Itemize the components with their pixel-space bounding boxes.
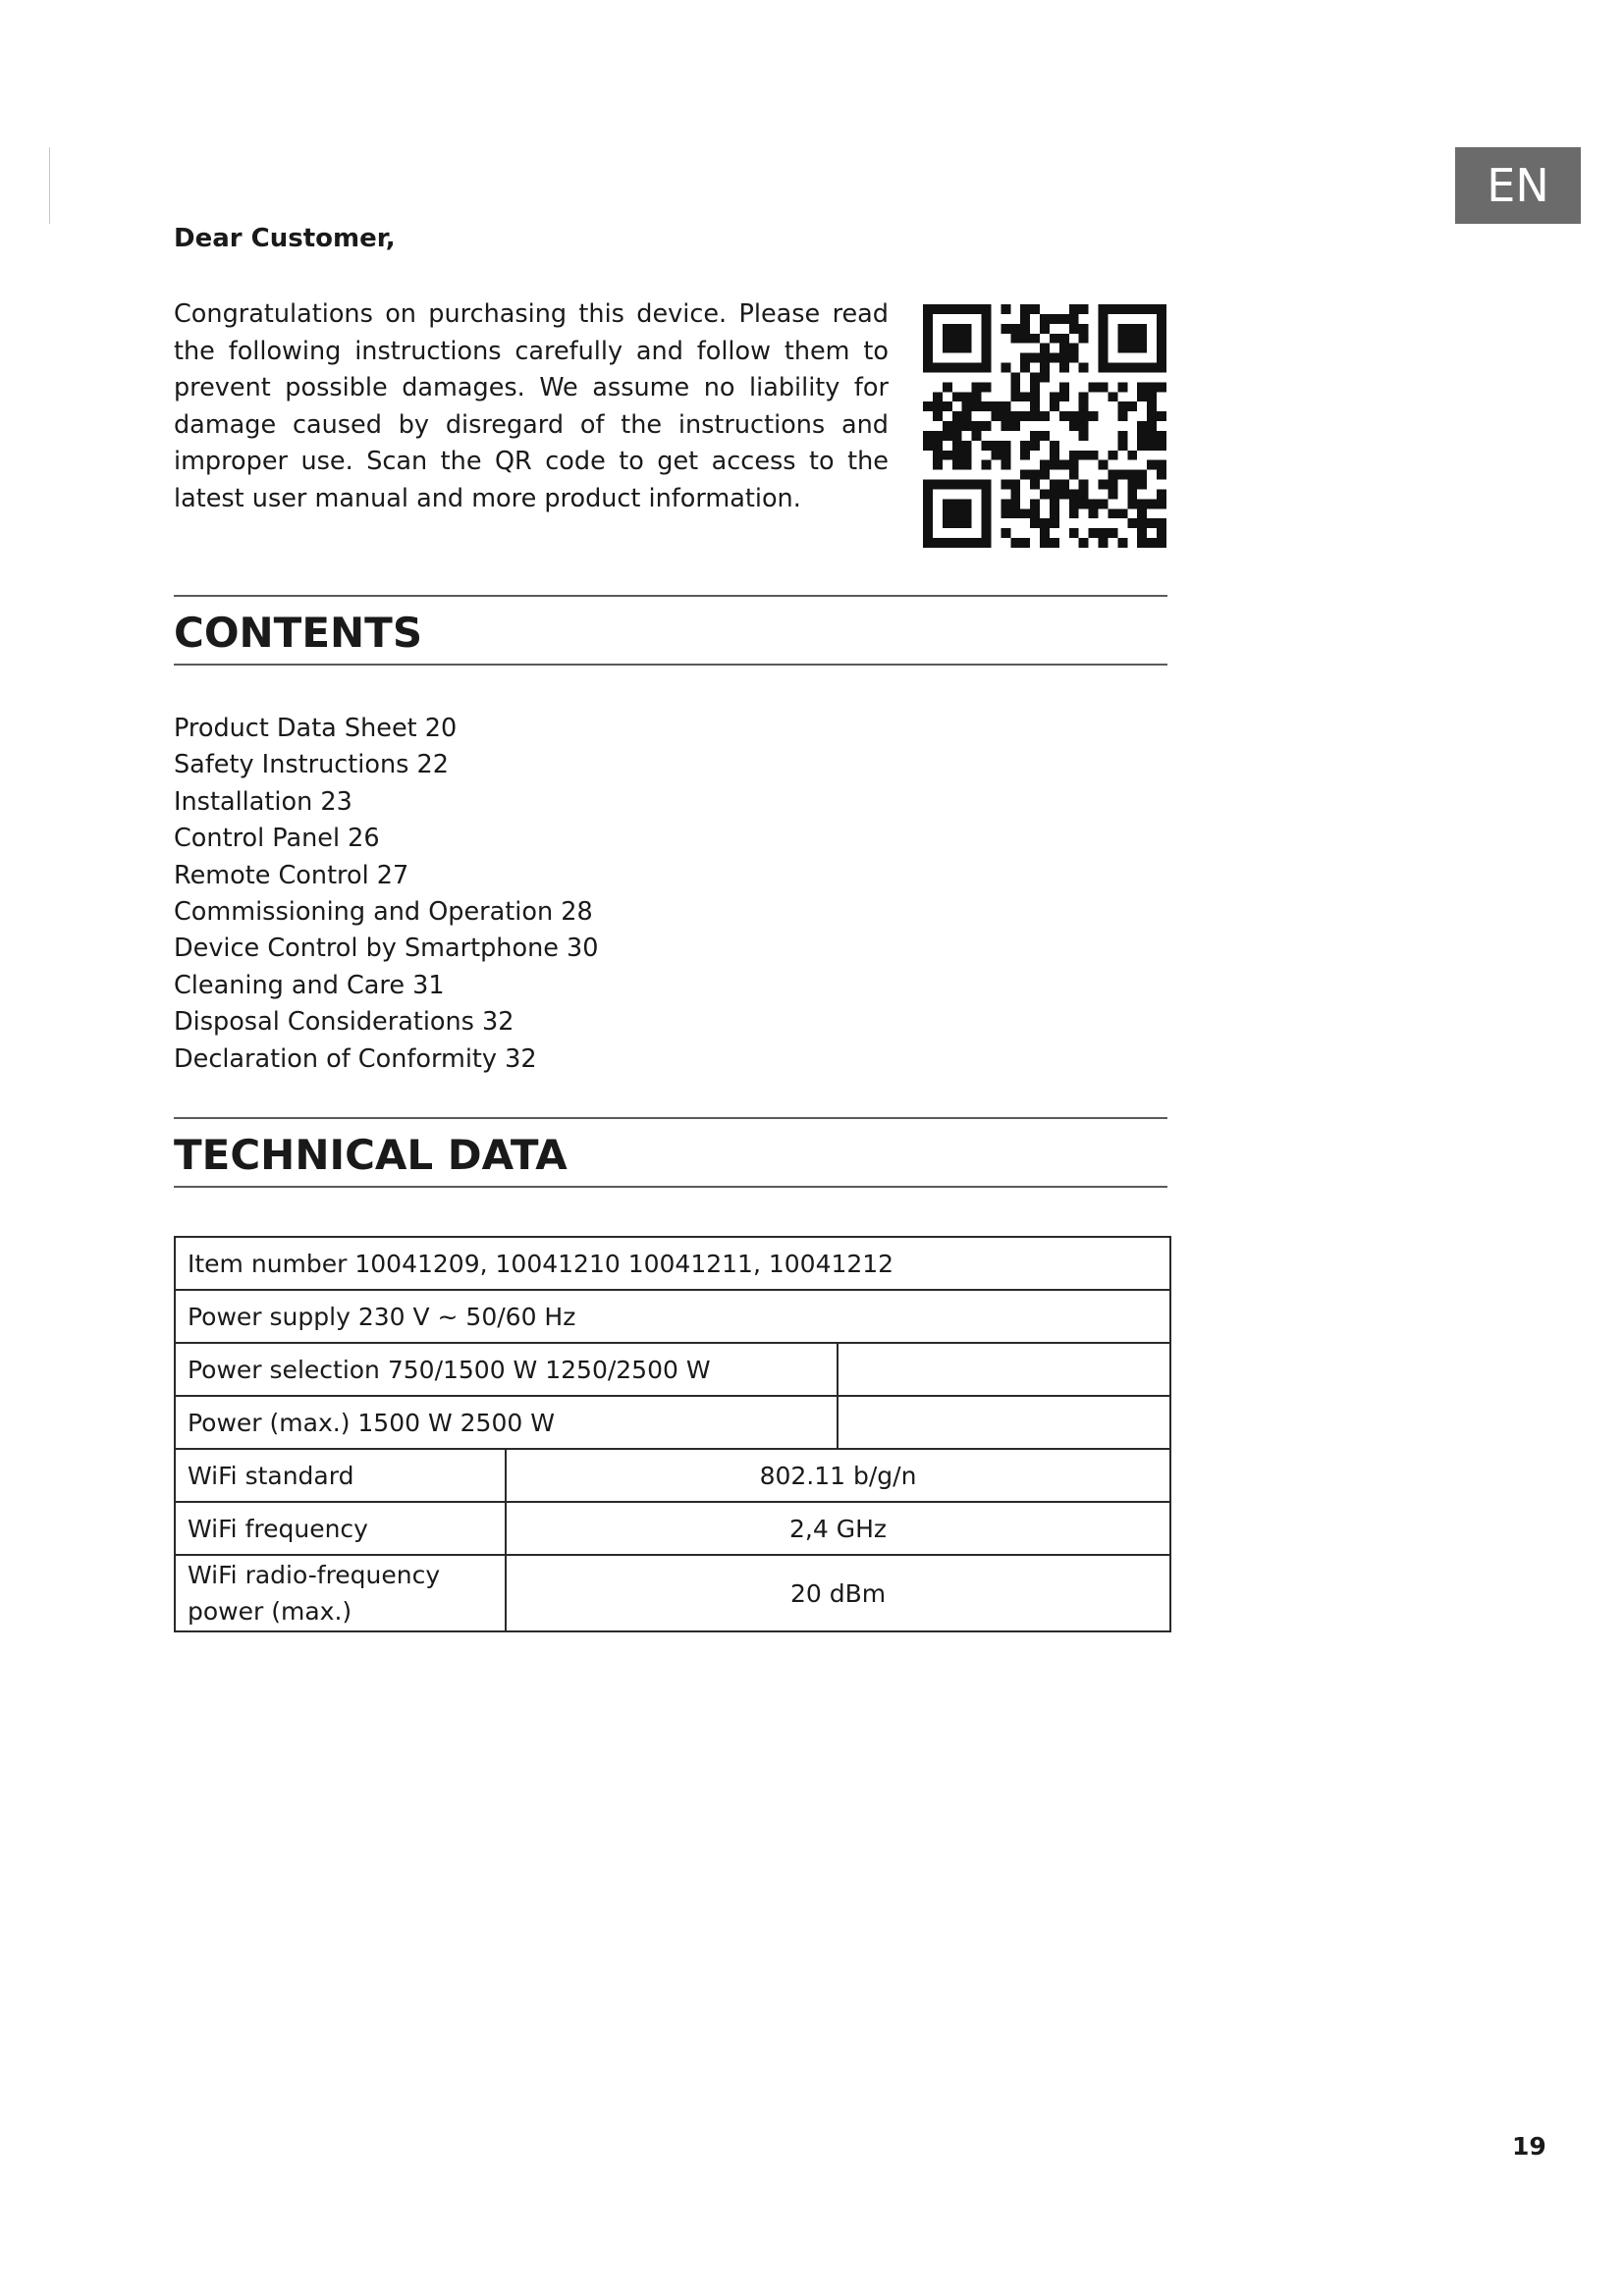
- wifi-standard-value: 802.11 b/g/n: [506, 1449, 1170, 1502]
- table-row: [175, 1396, 1170, 1449]
- list-item: Device Control by Smartphone 30: [174, 934, 599, 964]
- technical-data-title: TECHNICAL DATA: [174, 1131, 568, 1179]
- power-selection-cell: Power selection 750/1500 W 1250/2500 W: [175, 1343, 838, 1396]
- list-item: Product Data Sheet 20: [174, 714, 458, 743]
- table-row: [175, 1449, 1170, 1502]
- table-row: [175, 1290, 1170, 1343]
- list-item: Installation 23: [174, 786, 352, 817]
- item-number-cell: Item number 10041209, 10041210 10041211, 10041212: [175, 1237, 1170, 1290]
- list-item: Safety Instructions 22: [174, 750, 449, 780]
- list-item: Disposal Considerations 32: [174, 1007, 514, 1038]
- technical-bottom-rule: [174, 1186, 1167, 1188]
- empty-cell: [838, 1343, 1170, 1396]
- wifi-frequency-label: WiFi frequency: [175, 1502, 506, 1555]
- power-supply-cell: Power supply 230 V ~ 50/60 Hz: [175, 1290, 1170, 1343]
- list-item: Control Panel 26: [174, 824, 380, 854]
- list-item: Cleaning and Care 31: [174, 970, 445, 1000]
- list-item: Commissioning and Operation 28: [174, 897, 593, 928]
- contents-bottom-rule: [174, 664, 1167, 666]
- list-item: Declaration of Conformity 32: [174, 1043, 537, 1074]
- power-max-cell: Power (max.) 1500 W 2500 W: [175, 1396, 838, 1449]
- list-item: Remote Control 27: [174, 860, 409, 890]
- margin-line: [49, 147, 50, 224]
- empty-cell: [838, 1396, 1170, 1449]
- wifi-standard-label: WiFi standard: [175, 1449, 506, 1502]
- table-row: [175, 1502, 1170, 1555]
- wifi-power-label: WiFi radio-frequency power (max.): [175, 1555, 506, 1631]
- wifi-frequency-value: 2,4 GHz: [506, 1502, 1170, 1555]
- contents-top-rule: [174, 595, 1167, 597]
- wifi-power-value: 20 dBm: [506, 1555, 1170, 1631]
- contents-title: CONTENTS: [174, 609, 423, 657]
- table-row: [175, 1555, 1170, 1631]
- contents-list: [174, 711, 598, 1078]
- technical-data-table: [174, 1236, 1171, 1632]
- qr-code-icon: [923, 304, 1166, 548]
- page-number: 19: [1512, 2132, 1546, 2161]
- table-row: [175, 1237, 1170, 1290]
- language-tab: EN: [1455, 147, 1581, 224]
- technical-top-rule: [174, 1117, 1167, 1119]
- greeting: Dear Customer,: [174, 224, 396, 253]
- table-row: [175, 1343, 1170, 1396]
- intro-paragraph: Congratulations on purchasing this device. Please read the following instructions carefully and follow them to prevent possible damages. We assume no liability for damage caused by disregard of the instructions and improper use. Scan the QR code to get access to the latest user manual and more product information.: [174, 299, 889, 513]
